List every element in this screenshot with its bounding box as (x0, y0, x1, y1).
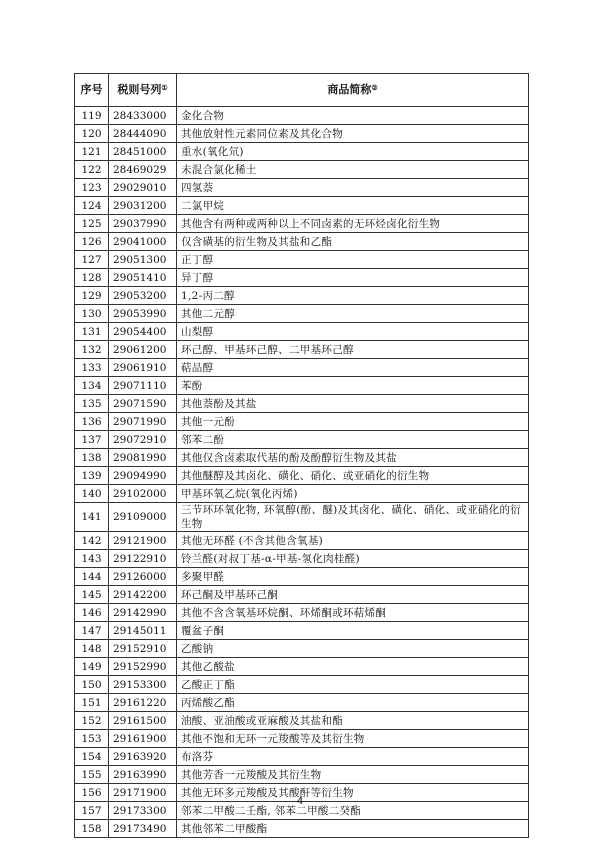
row-tariff-code: 28433000 (109, 107, 177, 125)
table-row (75, 604, 529, 622)
row-product-name: 其他无环多元羧酸及其酸酐等衍生物 (177, 784, 529, 802)
table-row (75, 820, 529, 838)
row-index: 120 (75, 125, 109, 143)
row-product-name: 布洛芬 (177, 748, 529, 766)
row-index: 134 (75, 377, 109, 395)
row-tariff-code: 29053200 (109, 287, 177, 305)
row-tariff-code: 29029010 (109, 179, 177, 197)
row-product-name: 四氢萘 (177, 179, 529, 197)
row-tariff-code: 29031200 (109, 197, 177, 215)
row-product-name: 未混合氯化稀土 (177, 161, 529, 179)
row-tariff-code: 29145011 (109, 622, 177, 640)
row-index: 139 (75, 467, 109, 485)
row-tariff-code: 28469029 (109, 161, 177, 179)
table-header-row (75, 74, 529, 107)
table-row (75, 730, 529, 748)
row-product-name: 其他放射性元素同位素及其化合物 (177, 125, 529, 143)
row-product-name: 其他醚醇及其卤化、磺化、硝化、或亚硝化的衍生物 (177, 467, 529, 485)
row-product-name: 萜品醇 (177, 359, 529, 377)
row-index: 121 (75, 143, 109, 161)
table-row (75, 503, 529, 532)
row-index: 131 (75, 323, 109, 341)
row-index: 153 (75, 730, 109, 748)
table-row (75, 431, 529, 449)
row-index: 146 (75, 604, 109, 622)
row-product-name: 三节环环氧化物, 环氧醇(酚、醚)及其卤化、磺化、硝化、或亚硝化的衍生物 (177, 503, 529, 532)
row-index: 144 (75, 568, 109, 586)
table-row (75, 532, 529, 550)
table-row (75, 676, 529, 694)
row-index: 157 (75, 802, 109, 820)
row-index: 122 (75, 161, 109, 179)
row-tariff-code: 29173300 (109, 802, 177, 820)
row-index: 140 (75, 485, 109, 503)
table-row (75, 395, 529, 413)
row-tariff-code: 29161900 (109, 730, 177, 748)
row-product-name: 其他一元酚 (177, 413, 529, 431)
row-tariff-code: 29173490 (109, 820, 177, 838)
table-row (75, 359, 529, 377)
row-index: 128 (75, 269, 109, 287)
table-row (75, 550, 529, 568)
table-row (75, 467, 529, 485)
row-index: 147 (75, 622, 109, 640)
row-product-name: 苯酚 (177, 377, 529, 395)
row-product-name: 丙烯酸乙酯 (177, 694, 529, 712)
table-row (75, 694, 529, 712)
row-index: 152 (75, 712, 109, 730)
row-tariff-code: 29094990 (109, 467, 177, 485)
row-tariff-code: 29161500 (109, 712, 177, 730)
row-product-name: 乙酸钠 (177, 640, 529, 658)
row-tariff-code: 29152910 (109, 640, 177, 658)
table-row (75, 251, 529, 269)
row-product-name: 金化合物 (177, 107, 529, 125)
row-product-name: 铃兰醛(对叔丁基-α-甲基-氢化肉桂醛) (177, 550, 529, 568)
page-number: 4 (296, 796, 304, 807)
row-index: 125 (75, 215, 109, 233)
row-tariff-code: 29051410 (109, 269, 177, 287)
row-product-name: 仅含磺基的衍生物及其盐和乙酯 (177, 233, 529, 251)
header-product-name: 商品简称② (177, 74, 529, 107)
table-row (75, 766, 529, 784)
row-product-name: 其他邻苯二甲酸酯 (177, 820, 529, 838)
row-tariff-code: 29109000 (109, 503, 177, 532)
table-row (75, 377, 529, 395)
row-tariff-code: 29081990 (109, 449, 177, 467)
table-row (75, 748, 529, 766)
row-index: 123 (75, 179, 109, 197)
row-product-name: 甲基环氧乙烷(氧化丙烯) (177, 485, 529, 503)
table-row (75, 622, 529, 640)
row-index: 136 (75, 413, 109, 431)
row-tariff-code: 29072910 (109, 431, 177, 449)
footnote-mark-2: ② (371, 83, 378, 92)
row-index: 142 (75, 532, 109, 550)
row-product-name: 覆盆子酮 (177, 622, 529, 640)
row-tariff-code: 29071990 (109, 413, 177, 431)
row-tariff-code: 28451000 (109, 143, 177, 161)
row-product-name: 其他芳香一元羧酸及其衍生物 (177, 766, 529, 784)
row-index: 145 (75, 586, 109, 604)
row-index: 127 (75, 251, 109, 269)
row-index: 154 (75, 748, 109, 766)
row-product-name: 其他仅含卤素取代基的酚及酚醇衍生物及其盐 (177, 449, 529, 467)
row-tariff-code: 29142990 (109, 604, 177, 622)
row-product-name: 环己醇、甲基环己醇、二甲基环己醇 (177, 341, 529, 359)
row-index: 126 (75, 233, 109, 251)
row-index: 133 (75, 359, 109, 377)
row-tariff-code: 29037990 (109, 215, 177, 233)
table-row (75, 712, 529, 730)
row-tariff-code: 28444090 (109, 125, 177, 143)
row-product-name: 其他无环醛 (不含其他含氧基) (177, 532, 529, 550)
row-tariff-code: 29126000 (109, 568, 177, 586)
header-index: 序号 (75, 74, 109, 107)
row-product-name: 邻苯二甲酸二壬酯, 邻苯二甲酸二癸酯 (177, 802, 529, 820)
table-row (75, 233, 529, 251)
row-product-name: 正丁醇 (177, 251, 529, 269)
tariff-table (74, 73, 529, 838)
row-tariff-code: 29071590 (109, 395, 177, 413)
table-row (75, 413, 529, 431)
row-product-name: 其他萘酚及其盐 (177, 395, 529, 413)
row-tariff-code: 29153300 (109, 676, 177, 694)
table-row (75, 586, 529, 604)
row-product-name: 乙酸正丁酯 (177, 676, 529, 694)
row-tariff-code: 29152990 (109, 658, 177, 676)
row-index: 151 (75, 694, 109, 712)
table-row (75, 269, 529, 287)
row-index: 132 (75, 341, 109, 359)
table-row (75, 287, 529, 305)
row-index: 143 (75, 550, 109, 568)
row-product-name: 二氯甲烷 (177, 197, 529, 215)
table-row (75, 323, 529, 341)
row-product-name: 环己酮及甲基环己酮 (177, 586, 529, 604)
row-index: 129 (75, 287, 109, 305)
row-tariff-code: 29122910 (109, 550, 177, 568)
row-tariff-code: 29142200 (109, 586, 177, 604)
row-tariff-code: 29061200 (109, 341, 177, 359)
row-product-name: 邻苯二酚 (177, 431, 529, 449)
row-index: 119 (75, 107, 109, 125)
row-tariff-code: 29071110 (109, 377, 177, 395)
row-tariff-code: 29163920 (109, 748, 177, 766)
row-tariff-code: 29102000 (109, 485, 177, 503)
table-row (75, 658, 529, 676)
row-product-name: 山梨醇 (177, 323, 529, 341)
table-row (75, 143, 529, 161)
table-row (75, 125, 529, 143)
table-row (75, 305, 529, 323)
row-tariff-code: 29051300 (109, 251, 177, 269)
row-product-name: 其他含有两种或两种以上不同卤素的无环烃卤化衍生物 (177, 215, 529, 233)
table-row (75, 485, 529, 503)
row-index: 141 (75, 503, 109, 532)
row-index: 149 (75, 658, 109, 676)
row-product-name: 其他不含含氧基环烷酮、环烯酮或环萜烯酮 (177, 604, 529, 622)
row-index: 138 (75, 449, 109, 467)
row-index: 150 (75, 676, 109, 694)
row-tariff-code: 29041000 (109, 233, 177, 251)
table-row (75, 640, 529, 658)
table-row (75, 107, 529, 125)
table-row (75, 449, 529, 467)
table-row (75, 568, 529, 586)
footnote-mark-1: ① (161, 83, 168, 92)
row-product-name: 多聚甲醛 (177, 568, 529, 586)
table-row (75, 161, 529, 179)
row-product-name: 油酸、亚油酸或亚麻酸及其盐和酯 (177, 712, 529, 730)
row-index: 158 (75, 820, 109, 838)
row-tariff-code: 29061910 (109, 359, 177, 377)
table-row (75, 215, 529, 233)
row-tariff-code: 29161220 (109, 694, 177, 712)
row-tariff-code: 29171900 (109, 784, 177, 802)
row-tariff-code: 29163990 (109, 766, 177, 784)
row-product-name: 异丁醇 (177, 269, 529, 287)
row-product-name: 其他二元醇 (177, 305, 529, 323)
row-product-name: 其他乙酸盐 (177, 658, 529, 676)
row-product-name: 重水(氧化氘) (177, 143, 529, 161)
row-product-name: 其他不饱和无环一元羧酸等及其衍生物 (177, 730, 529, 748)
row-index: 130 (75, 305, 109, 323)
row-tariff-code: 29053990 (109, 305, 177, 323)
row-index: 148 (75, 640, 109, 658)
row-product-name: 1,2-丙二醇 (177, 287, 529, 305)
row-index: 124 (75, 197, 109, 215)
header-tariff-code: 税则号列① (109, 74, 177, 107)
row-index: 156 (75, 784, 109, 802)
row-tariff-code: 29121900 (109, 532, 177, 550)
row-index: 137 (75, 431, 109, 449)
row-index: 135 (75, 395, 109, 413)
row-index: 155 (75, 766, 109, 784)
row-tariff-code: 29054400 (109, 323, 177, 341)
table-row (75, 197, 529, 215)
table-row (75, 179, 529, 197)
table-row (75, 341, 529, 359)
